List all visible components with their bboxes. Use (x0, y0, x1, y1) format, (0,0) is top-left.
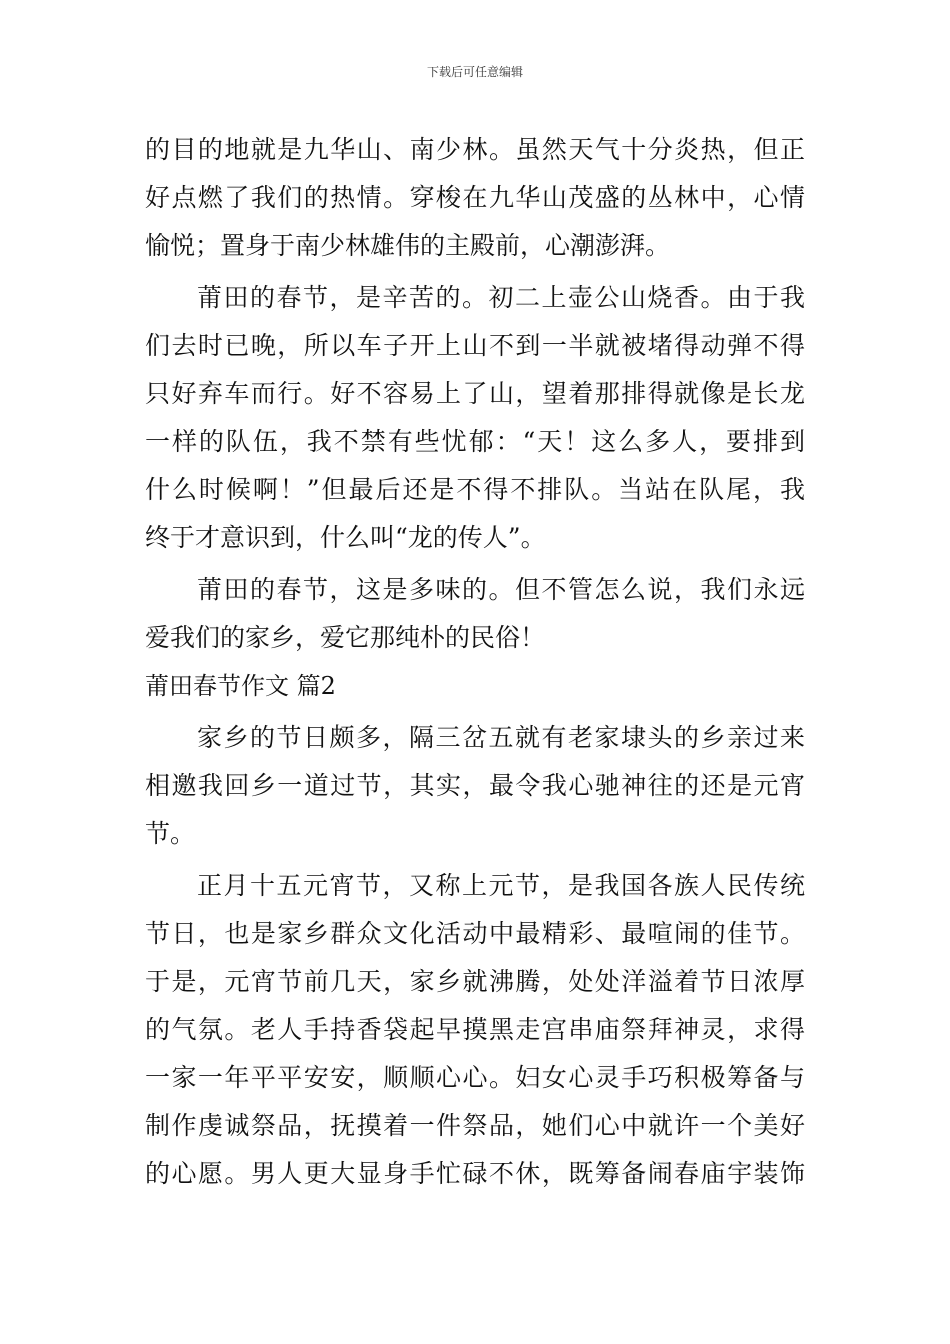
text-line: 节。 (145, 819, 196, 848)
text-line: 相邀我回乡一道过节，其实，最令我心驰神往的还是元宵 (145, 771, 805, 800)
text-line: 爱我们的家乡，爱它那纯朴的民俗！ (145, 623, 546, 652)
section-heading: 莆田春节作文 篇2 (145, 672, 336, 700)
text-line: 的气氛。老人手持香袋起早摸黑走宫串庙祭拜神灵，求得 (145, 1015, 805, 1044)
text-line: 的目的地就是九华山、南少林。虽然天气十分炎热，但正 (145, 135, 805, 164)
text-line: 愉悦；置身于南少林雄伟的主殿前，心潮澎湃。 (145, 231, 671, 260)
text-line: 终于才意识到，什么叫“龙的传人”。 (145, 523, 546, 552)
document-body (145, 126, 805, 1198)
paragraph (145, 714, 805, 858)
text-line: 一家一年平平安安，顺顺心心。妇女心灵手巧积极筹备与 (145, 1063, 805, 1092)
paragraph (145, 126, 805, 270)
paragraph (145, 274, 805, 562)
paragraph (145, 566, 805, 662)
text-line: 的心愿。男人更大显身手忙碌不休，既筹备闹春庙宇装饰 (145, 1159, 805, 1188)
text-line: 制作虔诚祭品，抚摸着一件祭品，她们心中就许一个美好 (145, 1111, 805, 1140)
text-line: 一样的队伍，我不禁有些忧郁：“天！这么多人，要排到 (145, 427, 805, 456)
text-line: 家乡的节日颇多，隔三岔五就有老家埭头的乡亲过来 (197, 723, 805, 752)
text-line: 正月十五元宵节，又称上元节，是我国各族人民传统 (197, 871, 805, 900)
paragraph (145, 862, 805, 1198)
text-line: 只好弃车而行。好不容易上了山，望着那排得就像是长龙 (145, 379, 805, 408)
text-line: 什么时候啊！”但最后还是不得不排队。当站在队尾，我 (145, 475, 805, 504)
text-line: 们去时已晚，所以车子开上山不到一半就被堵得动弹不得 (145, 331, 805, 360)
text-line: 好点燃了我们的热情。穿梭在九华山茂盛的丛林中，心情 (145, 183, 805, 212)
text-line: 于是，元宵节前几天，家乡就沸腾，处处洋溢着节日浓厚 (145, 967, 805, 996)
text-line: 莆田的春节，是辛苦的。初二上壶公山烧香。由于我 (197, 283, 805, 312)
page-header: 下载后可任意编辑 (426, 65, 523, 79)
text-line: 节日，也是家乡群众文化活动中最精彩、最喧闹的佳节。 (145, 919, 805, 948)
text-line: 莆田的春节，这是多味的。但不管怎么说，我们永远 (197, 575, 805, 604)
